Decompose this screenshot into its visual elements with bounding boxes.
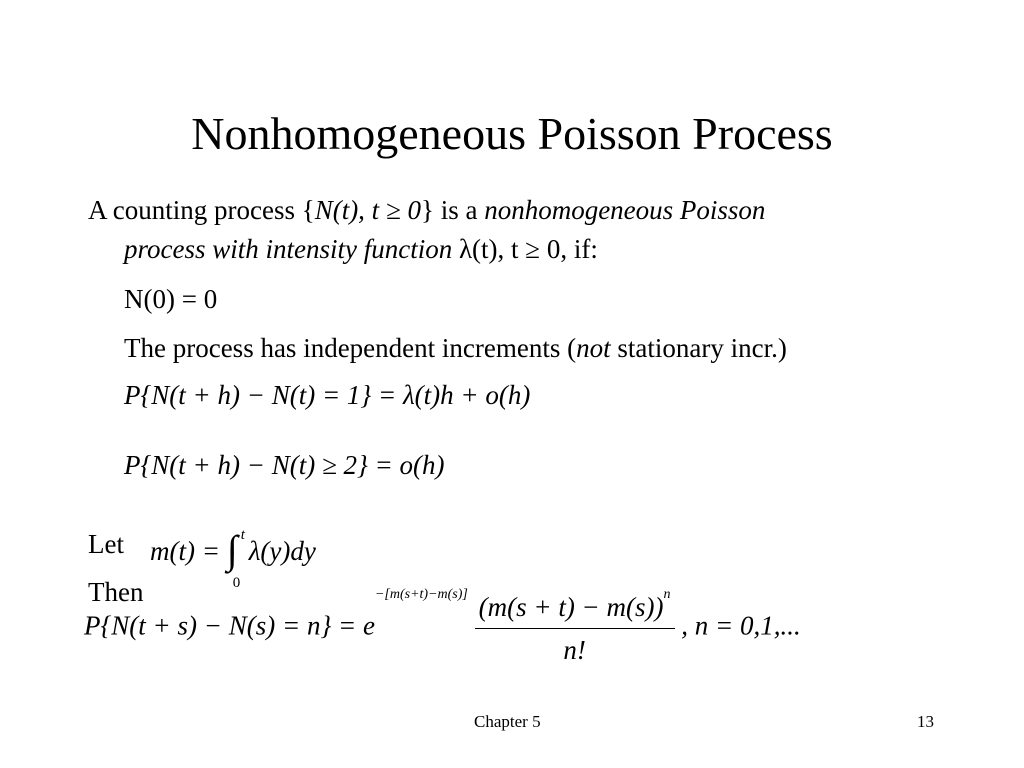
result-numerator <box>475 587 675 629</box>
cond2-prefix: The process has independent increments ( <box>124 333 577 363</box>
then-label: Then <box>88 577 144 607</box>
equation-single-event: P{N(t + h) − N(t) = 1} = λ(t)h + o(h) <box>124 380 531 410</box>
result-lhs: P{N(t + s) − N(s) = n} = e <box>84 610 375 641</box>
m-def-integrand: λ(y)dy <box>248 536 316 567</box>
condition-independent-increments <box>124 332 787 364</box>
intro-mid: } is a <box>421 195 485 225</box>
cond2-suffix: stationary incr.) <box>610 333 787 363</box>
mean-value-definition <box>150 527 316 591</box>
intro-set: N(t), t ≥ 0 <box>314 195 421 225</box>
integral-lower-bound: 0 <box>232 575 241 591</box>
slide-title: Nonhomogeneous Poisson Process <box>191 108 833 159</box>
result-numerator-text: (m(s + t) − m(s)) <box>478 592 664 622</box>
result-denominator: n! <box>563 635 586 665</box>
let-label: Let <box>88 529 124 559</box>
intro-line-2 <box>124 233 598 265</box>
intro-line2-tail: λ(t), t ≥ 0, if: <box>458 234 598 264</box>
intro-prefix: A counting process { <box>88 195 315 225</box>
footer-page-number: 13 <box>917 712 934 731</box>
m-def-lhs: m(t) = <box>150 536 227 567</box>
equation-multiple-events: P{N(t + h) − N(t) ≥ 2} = o(h) <box>124 450 445 480</box>
intro-line-1 <box>88 194 765 226</box>
condition-initial: N(0) = 0 <box>124 284 218 314</box>
footer-chapter: Chapter 5 <box>474 712 541 731</box>
result-equation <box>84 587 801 667</box>
integral-symbol: ∫ t 0 <box>227 534 249 574</box>
result-numerator-exponent: n <box>663 587 671 602</box>
intro-definition-term: nonhomogeneous Poisson <box>484 195 766 225</box>
result-fraction <box>475 587 675 667</box>
intro-line2-italic: process with intensity function <box>124 234 459 264</box>
result-tail: , n = 0,1,... <box>681 610 801 641</box>
cond2-not: not <box>576 333 611 363</box>
result-exponent: −[m(s+t)−m(s)] <box>374 587 468 602</box>
integral-upper-bound: t <box>240 527 245 543</box>
